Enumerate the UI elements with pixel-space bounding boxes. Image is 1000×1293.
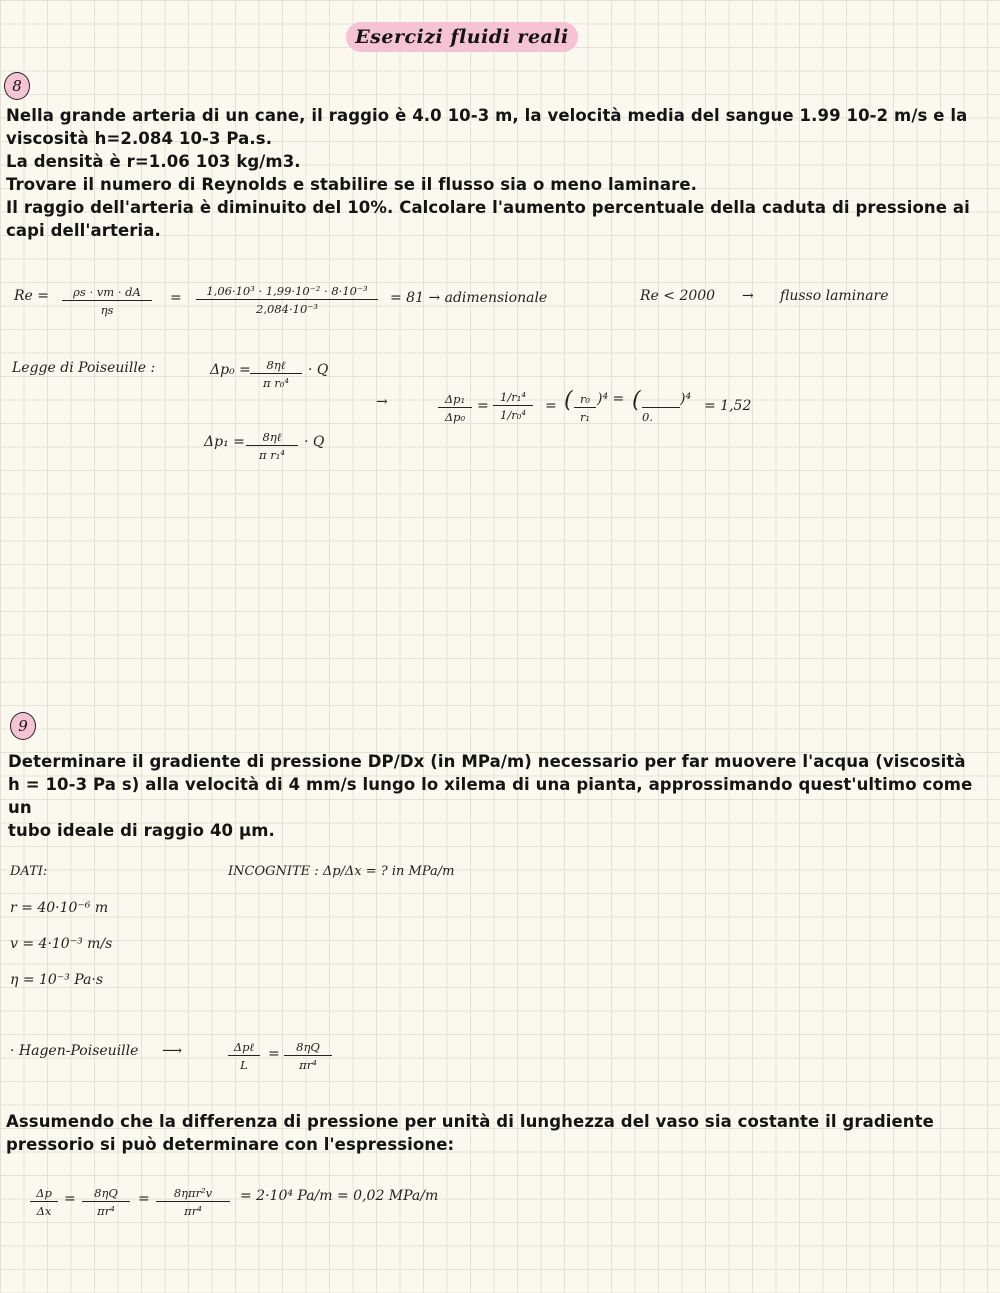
assumption-line: Assumendo che la differenza di pressione per unità di lunghezza del vaso sia costante il gradiente	[6, 1112, 934, 1131]
open-paren: (	[564, 388, 573, 413]
exercise-8-line: capi dell'arteria.	[6, 221, 161, 240]
poiseuille-result: = 1,52	[704, 398, 752, 414]
exercise-9-line: Determinare il gradiente di pressione DP/Dx (in MPa/m) necessario per far muovere l'acqua (viscosità	[8, 752, 966, 771]
dp0-lhs: Δp₀ =	[210, 362, 251, 378]
fraction-numerator: Δp	[30, 1186, 58, 1202]
unknowns-label: INCOGNITE : Δp/Δx = ? in MPa/m	[228, 864, 455, 879]
gradient-fraction	[30, 1186, 58, 1218]
dp1-fraction	[246, 430, 298, 462]
exercise-9-line: h = 10-3 Pa s) alla velocità di 4 mm/s lungo lo xilema di una pianta, approssimando quest'ultimo come un	[8, 775, 973, 817]
reynolds-fraction-numeric	[196, 284, 378, 316]
exercise-8-text	[6, 104, 991, 242]
dp0-flow: · Q	[308, 362, 329, 378]
reynolds-lhs: Re =	[14, 288, 50, 304]
reynolds-conclusion: flusso laminare	[780, 288, 889, 304]
equals-sign: =	[64, 1191, 76, 1207]
fraction-numerator: 8ηQ	[284, 1040, 332, 1056]
fraction-denominator: π r₁⁴	[259, 448, 285, 462]
exercise-8-line: viscosità h=2.084 10-3 Pa.s.	[6, 129, 273, 148]
exercise-9-text	[8, 750, 993, 842]
fraction-numerator: Δpℓ	[228, 1040, 260, 1056]
fraction-numerator: 8ηQ	[82, 1186, 130, 1202]
data-label: DATI:	[10, 864, 48, 879]
close-paren-power: )⁴ =	[597, 391, 625, 407]
exercise-8-line: Il raggio dell'arteria è diminuito del 10%. Calcolare l'aumento percentuale della caduta di pressione ai	[6, 198, 970, 217]
incomplete-fraction	[642, 392, 680, 424]
exercise-8-line: Trovare il numero di Reynolds e stabilire se il flusso sia o meno laminare.	[6, 175, 698, 194]
equals-sign: =	[545, 398, 557, 414]
fraction-denominator: 0.	[642, 410, 653, 424]
arrow-icon: →	[376, 394, 388, 410]
fraction-numerator: 8ηπr²v	[156, 1186, 230, 1202]
expanded-fraction	[156, 1186, 230, 1218]
fraction-denominator: πr⁴	[299, 1058, 317, 1072]
assumption-line: pressorio si può determinare con l'espressione:	[6, 1135, 455, 1154]
exercise-8-line: La densità è r=1.06 103 kg/m3.	[6, 152, 301, 171]
data-viscosity: η = 10⁻³ Pa·s	[10, 972, 104, 988]
fraction-denominator: 1/r₀⁴	[500, 408, 526, 422]
exercise-9-line: tubo ideale di raggio 40 µm.	[8, 821, 275, 840]
fraction-denominator: πr⁴	[97, 1204, 115, 1218]
fraction-numerator: 8ηℓ	[250, 358, 302, 374]
radius-ratio-fraction	[574, 392, 596, 424]
dp1-flow: · Q	[304, 434, 325, 450]
data-velocity: v = 4·10⁻³ m/s	[10, 936, 113, 952]
exercise-8-line: Nella grande arteria di un cane, il raggio è 4.0 10-3 m, la velocità media del sangue 1.99 10-2 m/s e la	[6, 106, 968, 125]
hagen-fraction-lhs	[228, 1040, 260, 1072]
reynolds-fraction-symbolic	[62, 285, 152, 317]
fraction-numerator-blank	[642, 392, 680, 408]
close-paren-power: )⁴	[680, 391, 692, 407]
pressure-ratio-fraction	[438, 392, 472, 424]
arrow-icon: ⟶	[162, 1043, 183, 1059]
hagen-fraction-rhs	[284, 1040, 332, 1072]
equals-sign: =	[477, 398, 489, 414]
arrow-icon: →	[742, 288, 754, 304]
fraction-denominator: r₁	[579, 410, 591, 424]
exercise-8-number: 8	[4, 72, 30, 100]
assumption-text	[6, 1110, 991, 1156]
fraction-denominator: ηs	[100, 303, 114, 317]
fraction-denominator: 2,084·10⁻³	[256, 302, 318, 316]
fraction-denominator: Δx	[36, 1204, 52, 1218]
fraction-denominator: πr⁴	[184, 1204, 202, 1218]
data-radius: r = 40·10⁻⁶ m	[10, 900, 109, 916]
page-title: Esercizi fluidi reali	[346, 22, 578, 52]
fraction-numerator: r₀	[574, 392, 596, 408]
open-paren: (	[632, 388, 641, 413]
fraction-denominator: L	[240, 1058, 248, 1072]
fraction-denominator: π r₀⁴	[263, 376, 289, 390]
reynolds-result: = 81 → adimensionale	[390, 290, 548, 306]
exercise-9-number: 9	[10, 712, 36, 740]
equals-sign: =	[170, 290, 182, 306]
fraction-numerator: 1/r₁⁴	[493, 390, 533, 406]
final-result: = 2·10⁴ Pa/m = 0,02 MPa/m	[240, 1188, 439, 1204]
dp0-fraction	[250, 358, 302, 390]
fraction-numerator: 1,06·10³ · 1,99·10⁻² · 8·10⁻³	[196, 284, 378, 300]
poiseuille-label: Legge di Poiseuille :	[12, 360, 156, 376]
fraction-denominator: Δp₀	[444, 410, 466, 424]
inverse-radius-fraction	[493, 390, 533, 422]
dp1-lhs: Δp₁ =	[204, 434, 245, 450]
equals-sign: =	[138, 1191, 150, 1207]
equals-sign: =	[268, 1046, 280, 1062]
fraction-numerator: 8ηℓ	[246, 430, 298, 446]
reynolds-condition: Re < 2000	[640, 288, 716, 304]
hagen-label: · Hagen-Poiseuille	[10, 1043, 139, 1059]
fraction-numerator: Δp₁	[438, 392, 472, 408]
poiseuille-fraction	[82, 1186, 130, 1218]
fraction-numerator: ρs · vm · dA	[62, 285, 152, 301]
